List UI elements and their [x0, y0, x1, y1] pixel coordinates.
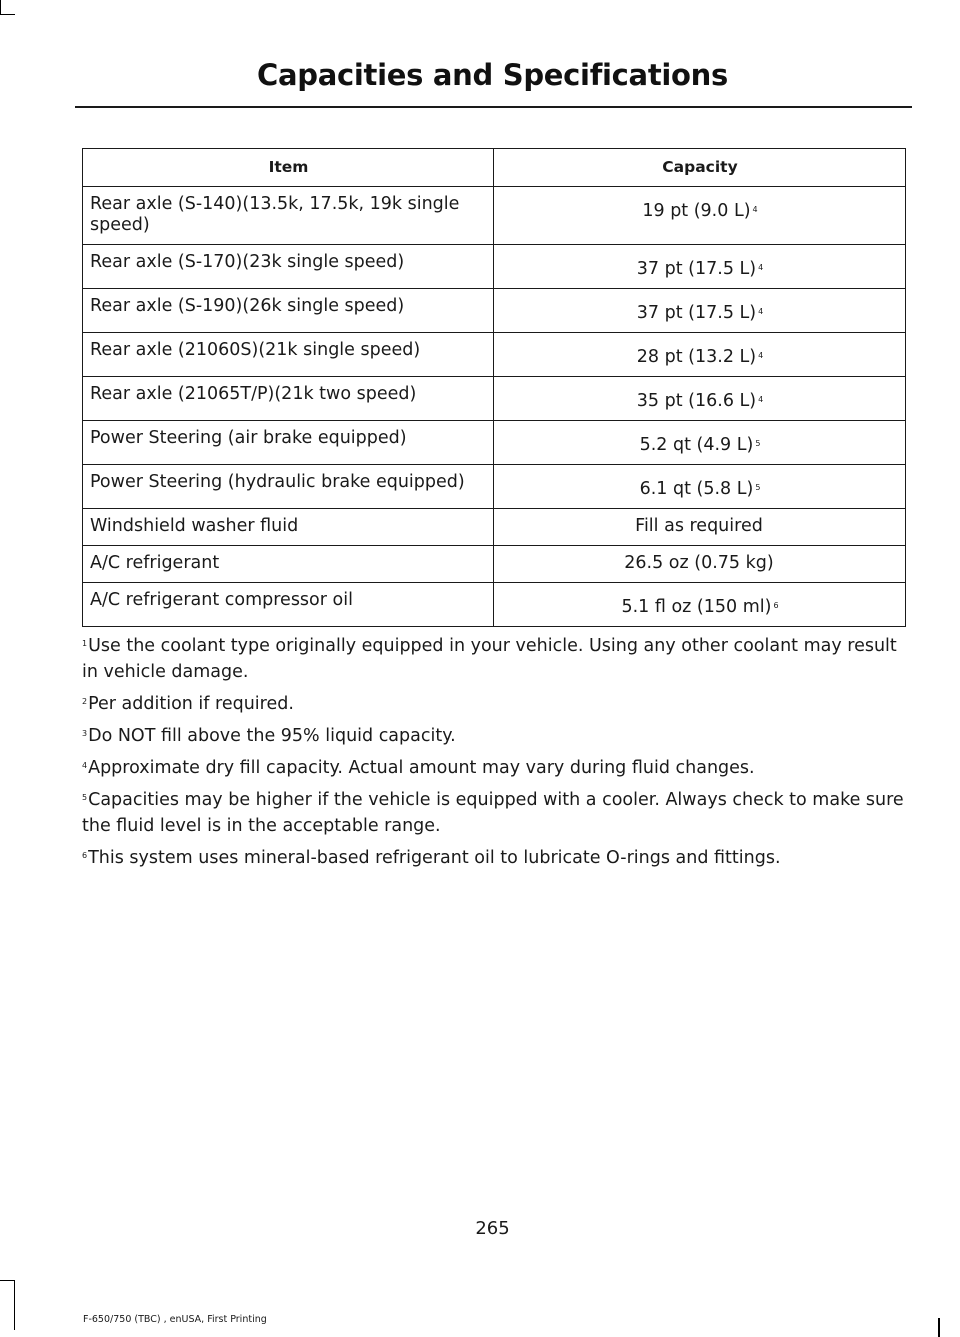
footnote-ref: 4 [758, 307, 764, 316]
footnote-text: Do NOT fill above the 95% liquid capacity. [88, 726, 456, 746]
capacity-cell [494, 187, 906, 245]
table-row [83, 421, 906, 465]
crop-mark-bottom-left [14, 1280, 15, 1330]
footnote [82, 633, 917, 685]
footnote-ref: 4 [758, 263, 764, 272]
table-row [83, 289, 906, 333]
table-row [83, 187, 906, 245]
item-cell: A/C refrigerant [83, 546, 494, 583]
capacity-cell [494, 333, 906, 377]
table-row [83, 583, 906, 627]
footnote [82, 787, 917, 839]
footnote-number: 5 [82, 793, 88, 802]
item-cell: Rear axle (S-190)(26k single speed) [83, 289, 494, 333]
crop-mark-top-left [0, 0, 1, 14]
item-cell: Rear axle (21065T/P)(21k two speed) [83, 377, 494, 421]
capacity-value: 37 pt (17.5 L) [636, 303, 757, 323]
capacity-value: 6.1 qt (5.8 L) [639, 479, 754, 499]
page-title: Capacities and Specifications [257, 58, 728, 92]
footnote-number: 1 [82, 639, 88, 648]
capacity-cell [494, 546, 906, 583]
footnote [82, 845, 917, 871]
capacity-cell [494, 245, 906, 289]
footnote-ref: 6 [773, 601, 779, 610]
footnote-number: 3 [82, 729, 88, 738]
crop-mark-top-left-h [0, 14, 15, 15]
capacity-value: 35 pt (16.6 L) [636, 391, 757, 411]
capacity-value: 28 pt (13.2 L) [636, 347, 757, 367]
capacity-cell [494, 509, 906, 546]
footnote-number: 2 [82, 697, 88, 706]
item-cell: Power Steering (air brake equipped) [83, 421, 494, 465]
column-header-item: Item [83, 149, 494, 187]
capacity-cell [494, 421, 906, 465]
item-cell: Power Steering (hydraulic brake equipped) [83, 465, 494, 509]
capacity-value: Fill as required [635, 516, 763, 536]
footnote-text: Use the coolant type originally equipped in your vehicle. Using any other coolant may result in vehicle damage. [82, 636, 897, 682]
footnote [82, 723, 917, 749]
page-number: 265 [475, 1218, 510, 1239]
footnote-ref: 4 [758, 351, 764, 360]
capacities-table [82, 148, 906, 627]
footnote [82, 755, 917, 781]
crop-mark-bottom-right [938, 1318, 940, 1337]
capacity-value: 37 pt (17.5 L) [636, 259, 757, 279]
footnote-ref: 5 [755, 483, 761, 492]
table-row [83, 245, 906, 289]
capacity-value: 5.2 qt (4.9 L) [639, 435, 754, 455]
table-header-row [83, 149, 906, 187]
table-row [83, 333, 906, 377]
footnote-text: Per addition if required. [88, 694, 294, 714]
item-cell: Rear axle (S-140)(13.5k, 17.5k, 19k single speed) [83, 187, 494, 245]
item-cell: Windshield washer fluid [83, 509, 494, 546]
footnotes [82, 633, 917, 877]
item-cell: Rear axle (S-170)(23k single speed) [83, 245, 494, 289]
footnote-number: 4 [82, 761, 88, 770]
table-row [83, 465, 906, 509]
capacity-value: 19 pt (9.0 L) [642, 201, 751, 221]
column-header-capacity: Capacity [494, 149, 906, 187]
footnote-text: This system uses mineral-based refrigerant oil to lubricate O-rings and fittings. [88, 848, 781, 868]
footnote-text: Capacities may be higher if the vehicle is equipped with a cooler. Always check to make sure the fluid level is in the acceptable range. [82, 790, 904, 836]
footnote [82, 691, 917, 717]
item-cell: Rear axle (21060S)(21k single speed) [83, 333, 494, 377]
table-row [83, 509, 906, 546]
capacity-value: 5.1 fl oz (150 ml) [621, 597, 772, 617]
footnote-ref: 4 [758, 395, 764, 404]
footnote-ref: 5 [755, 439, 761, 448]
table-row [83, 546, 906, 583]
capacity-value: 26.5 oz (0.75 kg) [624, 553, 774, 573]
capacity-cell [494, 377, 906, 421]
capacity-cell [494, 289, 906, 333]
header-divider [75, 106, 912, 108]
item-cell: A/C refrigerant compressor oil [83, 583, 494, 627]
capacity-cell [494, 465, 906, 509]
printing-info: F-650/750 (TBC) , enUSA, First Printing [83, 1314, 267, 1325]
crop-mark-bottom-left-h [0, 1280, 15, 1281]
footnote-text: Approximate dry fill capacity. Actual amount may vary during fluid changes. [88, 758, 755, 778]
capacity-cell [494, 583, 906, 627]
footnote-ref: 4 [752, 205, 758, 214]
table-row [83, 377, 906, 421]
footnote-number: 6 [82, 851, 88, 860]
